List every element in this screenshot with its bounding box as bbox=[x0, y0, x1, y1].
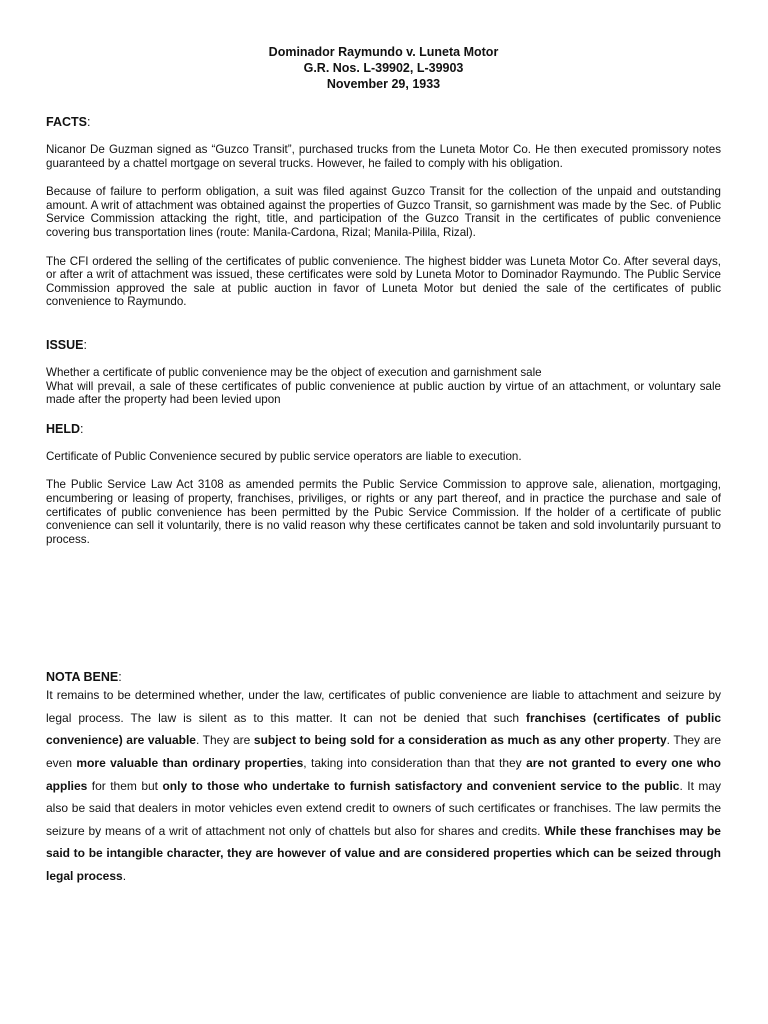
facts-paragraph-1: Nicanor De Guzman signed as “Guzco Transit”, purchased trucks from the Luneta Motor Co. He then executed promissory notes guaranteed by a chattel mortgage on several trucks. However, he failed to comply with his obligation. bbox=[46, 143, 721, 170]
facts-heading: FACTS: bbox=[46, 115, 91, 129]
decision-date: November 29, 1933 bbox=[326, 77, 441, 91]
case-title-block bbox=[46, 44, 721, 92]
nb-emphasis: are not granted to every one who applies bbox=[46, 756, 722, 793]
nb-emphasis: franchises (certificates of public convenience) are valuable bbox=[46, 710, 721, 748]
nota-bene-paragraph bbox=[46, 684, 721, 887]
facts-paragraph-2: Because of failure to perform obligation, a suit was filed against Guzco Transit for the collection of the unpaid and outstanding amount. A writ of attachment was obtained against the properties of Guzco Transit, so garnishment was made by the Sec. of Public Service Commission attacking the right, title, and participation of the Guzco Transit in the certificates of public convenience covering bus transportation lines (route: Manila-Cardona, Rizal; Manila-Pilila, Rizal). bbox=[46, 185, 721, 239]
held-paragraph-1: Certificate of Public Convenience secured by public service operators are liable to execution. bbox=[46, 449, 522, 463]
nota-bene-heading: NOTA BENE: bbox=[46, 670, 122, 685]
nb-segment: . bbox=[122, 869, 127, 884]
nb-emphasis: more valuable than ordinary properties bbox=[76, 756, 304, 771]
facts-paragraph-3: The CFI ordered the selling of the certificates of public convenience. The highest bidder was Luneta Motor Co. After several days, or after a writ of attachment was issued, these certificates were sold by Luneta Motor to Dominador Raymundo. The Public Service Commission approved the sale at public auction in favor of Luneta Motor but denied the sale of the certificates of public convenience to Raymundo. bbox=[46, 254, 721, 309]
issue-line-2: What will prevail, a sale of these certificates of public convenience at public auction by virtue of an attachment, or voluntary sale made after the property had been levied upon bbox=[46, 379, 721, 407]
nb-emphasis: While these franchises may be said to be intangible character, they are however of value and are considered properties which can be seized through legal process bbox=[46, 823, 721, 884]
issue-heading: ISSUE: bbox=[46, 337, 87, 352]
held-paragraph-2: The Public Service Law Act 3108 as amended permits the Public Service Commission to approve sale, alienation, mortgaging, encumbering or leasing of property, franchises, priviliges, or rights or any part thereof, and in practice the purchase and sale of certificates of public convenience has been permitted by the Pubic Service Commission. If the holder of a certificate of public convenience can sell it voluntarily, there is no valid reason why these certificates cannot be taken and sold involuntarily pursuant to process. bbox=[46, 478, 721, 546]
case-name: Dominador Raymundo v. Luneta Motor bbox=[268, 45, 499, 59]
gr-numbers: G.R. Nos. L-39902, L-39903 bbox=[303, 61, 464, 75]
nb-emphasis: only to those who undertake to furnish satisfactory and convenient service to the public bbox=[162, 778, 680, 793]
nb-emphasis: subject to being sold for a consideration as much as any other property bbox=[253, 733, 667, 748]
nb-segment: for them but bbox=[87, 778, 163, 793]
nb-segment: . They are bbox=[195, 733, 254, 748]
nb-segment: . It may also be said that dealers in motor vehicles even extend credit to owners of such certificates or franchises. The law permits the seizure by means of a writ of attachment not only of chattels but also for shares and credits. bbox=[46, 778, 722, 838]
nb-segment: . They are even bbox=[46, 733, 721, 771]
nb-segment: It remains to be determined whether, under the law, certificates of public convenience are liable to attachment and seizure by legal process. The law is silent as to this matter. It can not be denied that such bbox=[46, 688, 721, 725]
issue-line-1: Whether a certificate of public convenience may be the object of execution and garnishment sale bbox=[46, 365, 542, 379]
held-heading: HELD: bbox=[46, 421, 84, 436]
nb-segment: , taking into consideration than that they bbox=[303, 756, 527, 771]
